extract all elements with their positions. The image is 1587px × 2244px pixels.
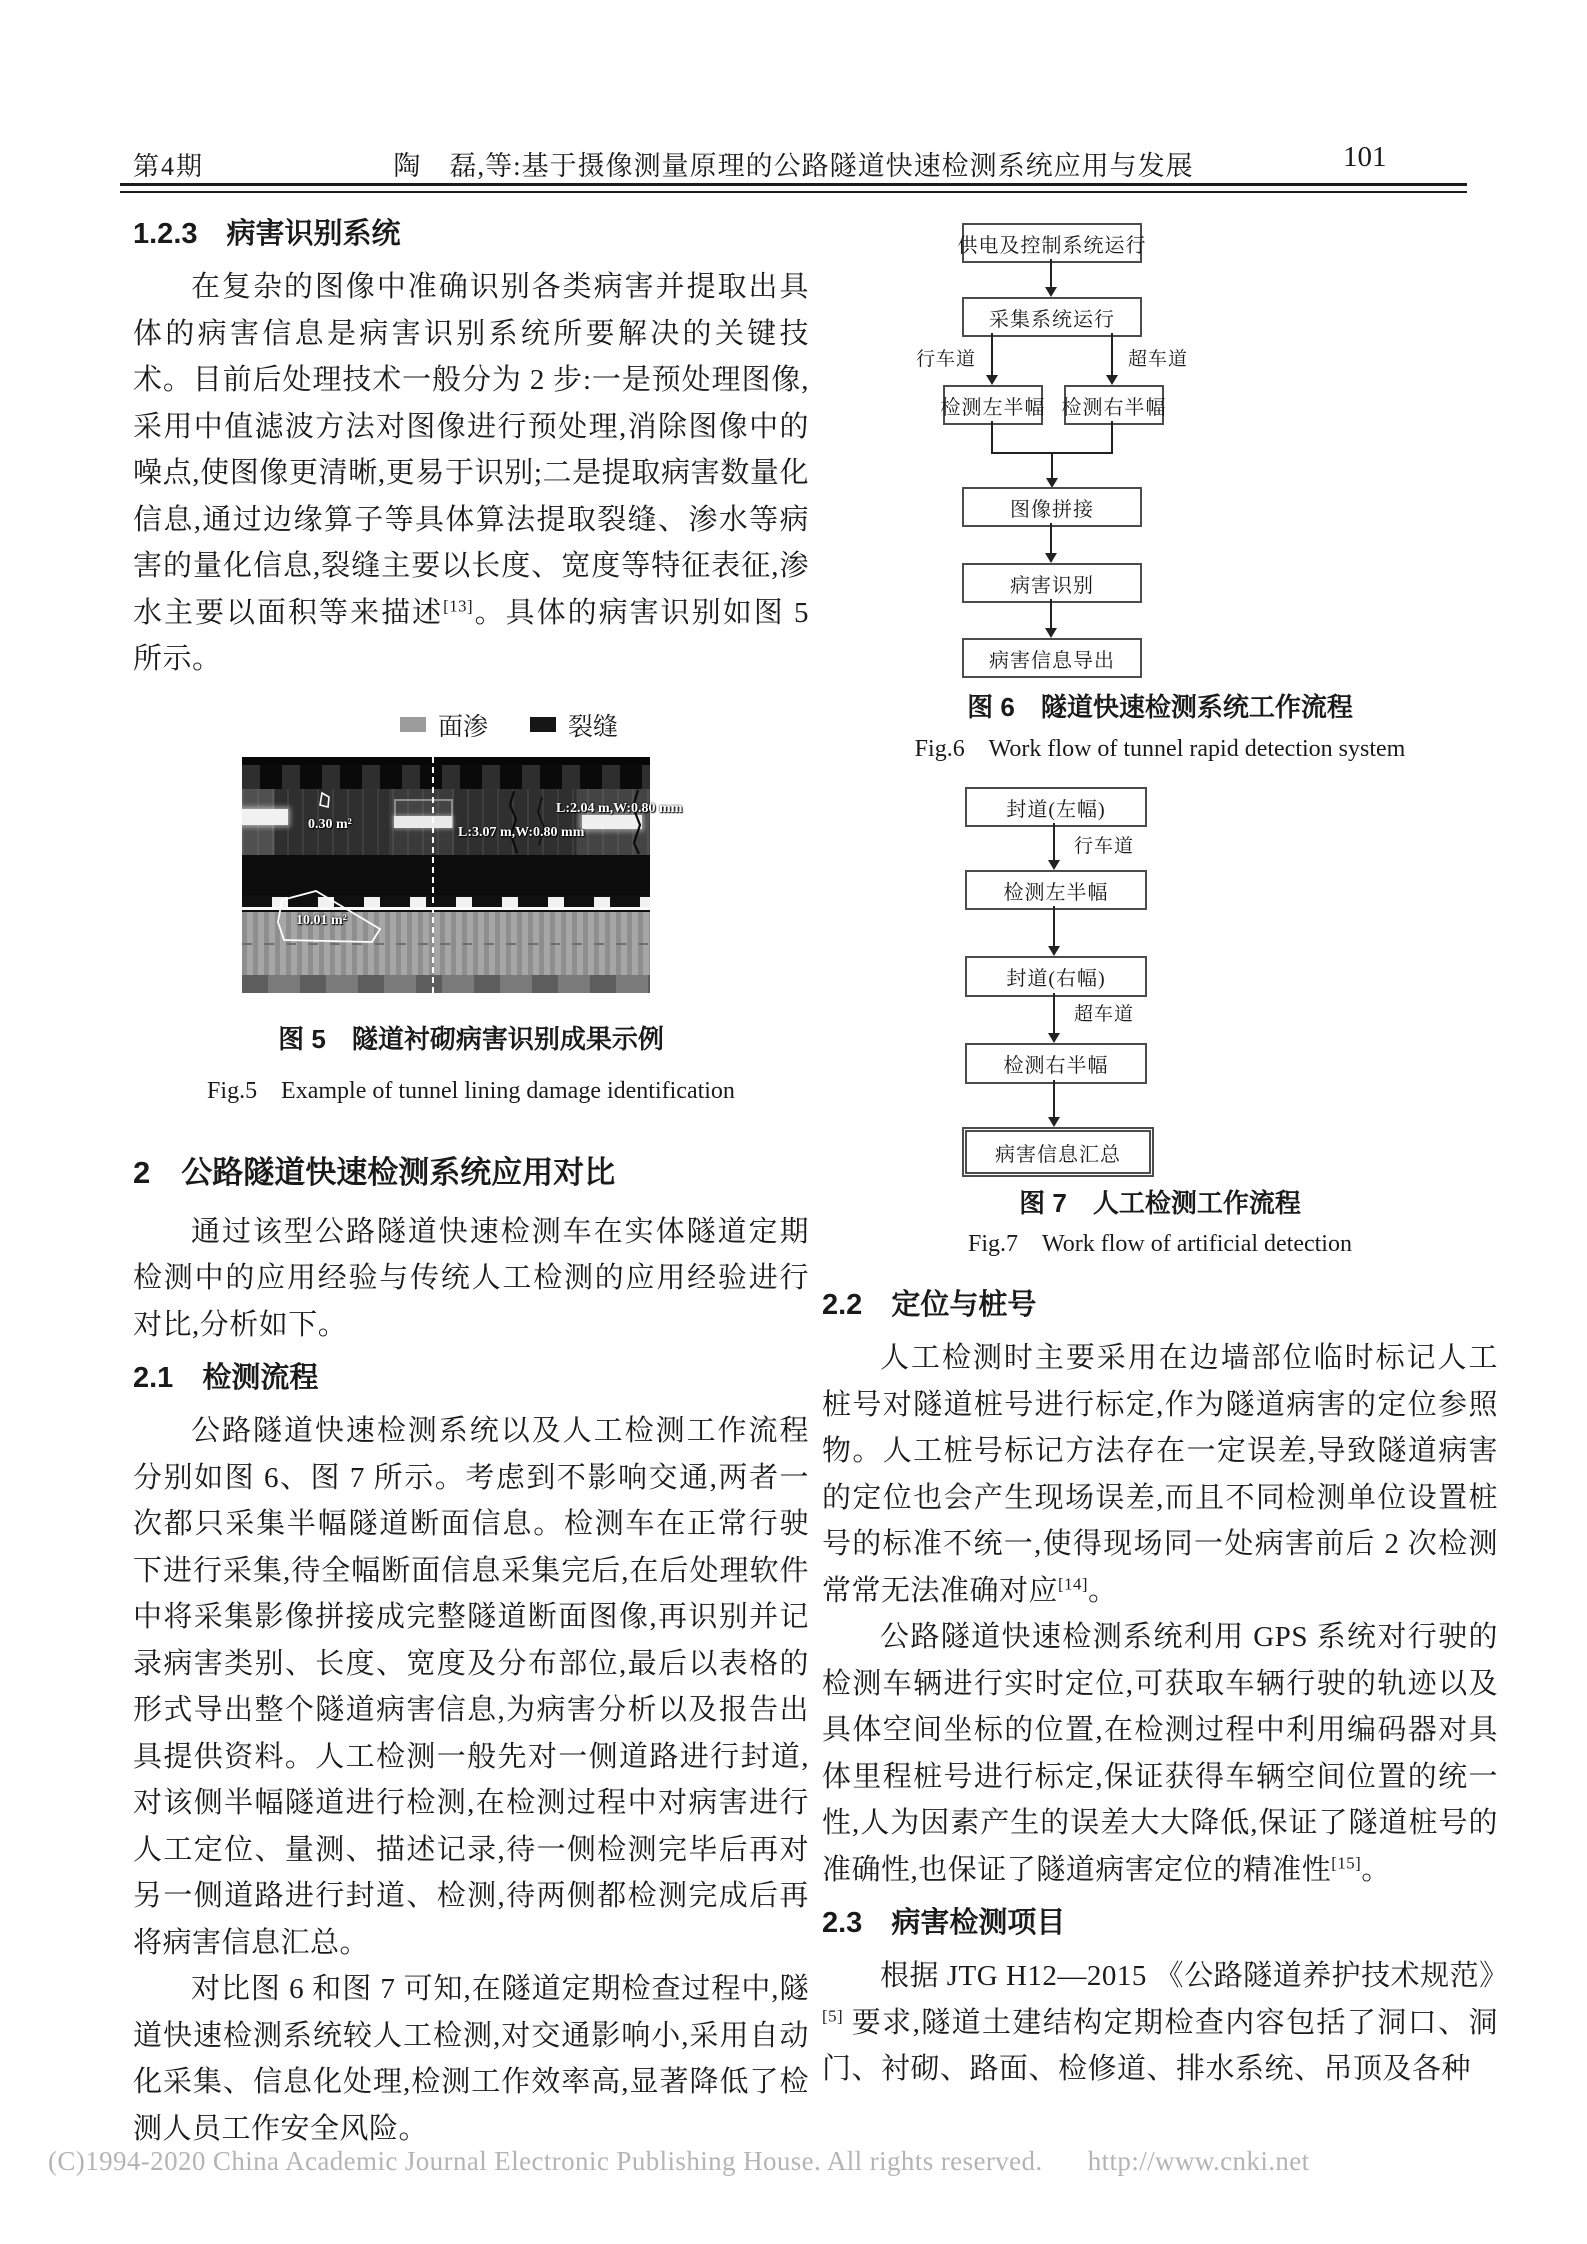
header-rule [120,183,1467,193]
fig6-node-acquisition: 采集系统运行 [962,297,1142,337]
arrow-down-icon [1053,1080,1055,1119]
figure5-photo [242,757,683,993]
section-heading-2-2: 2.2 定位与桩号 [822,1289,1037,1321]
paragraph: 公路隧道快速检测系统利用 GPS 系统对行驶的检测车辆进行实时定位,可获取车辆行驶的轨迹以及具体空间坐标的位置,在检测过程中利用编码器对具体里程桩号进行标定,保证获得车辆空间位置的统一性,人为因素产生的误差大大降低,保证了隧道桩号的准确性,也保证了隧道病害定位的精准性[15]。 [822,1621,1498,1886]
paragraph: 公路隧道快速检测系统以及人工检测工作流程分别如图 6、图 7 所示。考虑到不影响交通,两者一次都只采集半幅隧道断面信息。检测车在正常行驶下进行采集,待全幅断面信息采集完后,在后处理软件中将采集影像拼接成完整隧道断面图像,再识别并记录病害类别、长度、宽度及分布部位,最后以表格的形式导出整个隧道病害信息,为病害分析以及报告出具提供资料。人工检测一般先对一侧道路进行封道,对该侧半幅隧道进行检测,在检测过程中对病害进行人工定位、量测、描述记录,待一侧检测完毕后再对另一侧道路进行封道、检测,待两侧都检测完成后再将病害信息汇总。 [133,1415,809,1959]
fig7-node-detect-left: 检测左半幅 [965,870,1147,910]
figure6-caption-cn: 图 6 隧道快速检测系统工作流程 [967,692,1353,722]
figure7-caption-en: Fig.7 Work flow of artificial detection [968,1231,1352,1257]
paragraph: 人工检测时主要采用在边墙部位临时标记人工桩号对隧道桩号进行标定,作为隧道病害的定位参照物。人工桩号标记方法存在一定误差,导致隧道病害的定位也会产生现场误差,而且不同检测单位设置桩号的标准不统一,使得现场同一处病害前后 2 次检测常常无法准确对应[14]。 [822,1342,1498,1607]
paragraph: 在复杂的图像中准确识别各类病害并提取出具体的病害信息是病害识别系统所要解决的关键技术。目前后处理技术一般分为 2 步:一是预处理图像,采用中值滤波方法对图像进行预处理,消除图像中的噪点,使图像更清晰,更易于识别;二是提取病害数量化信息,通过边缘算子等具体算法提取裂缝、渗水等病害的量化信息,裂缝主要以长度、宽度等特征表征,渗水主要以面积等来描述[13]。具体的病害识别如图 5 所示。 [133,271,809,675]
paragraph: 对比图 6 和图 7 可知,在隧道定期检查过程中,隧道快速检测系统较人工检测,对交通影响小,采用自动化采集、信息化处理,检测工作效率高,显著降低了检测人员工作安全风险。 [133,1973,809,2145]
figure5-legend [209,707,809,743]
arrow-down-icon [1050,599,1052,630]
fig7-node-close-left: 封道(左幅) [965,787,1147,827]
cnki-url: http://www.cnki.net [1087,2146,1310,2176]
arrow-down-icon [1053,906,1055,948]
left-column [133,210,809,2152]
figure6-caption-en: Fig.6 Work flow of tunnel rapid detection system [914,736,1406,762]
running-title: 陶 磊,等:基于摄像测量原理的公路隧道快速检测系统应用与发展 [393,151,1194,181]
crack-swatch-icon [530,717,556,732]
fig6-branch-label-overtake: 超车道 [1128,349,1189,370]
copyright-text: (C)1994-2020 China Academic Journal Electronic Publishing House. All rights reserved. [48,2146,1043,2176]
fig6-node-stitching: 图像拼接 [962,487,1142,527]
legend-label: 裂缝 [568,713,619,741]
fig6-branch-label-lane: 行车道 [916,349,977,370]
annotation-area-large: 10.01 m² [296,912,347,928]
arrow-down-icon [1050,259,1052,289]
damage-outline-overlay [242,757,650,993]
figure6-flowchart [822,210,1498,763]
right-column [822,210,1509,2093]
fig6-node-power-control: 供电及控制系统运行 [962,223,1142,263]
section-heading-2-3: 2.3 病害检测项目 [822,1907,1066,1939]
seepage-swatch-icon [400,717,426,732]
section-heading-2: 2 公路隧道快速检测系统应用对比 [133,1154,616,1190]
figure7-flowchart [822,779,1498,1271]
arrow-down-icon [1050,523,1052,555]
fig7-node-detect-right: 检测右半幅 [965,1043,1147,1084]
figure7-caption-cn: 图 7 人工检测工作流程 [1019,1188,1301,1218]
legend-label: 面渗 [437,713,488,741]
journal-issue: 第4期 [133,152,205,181]
legend-item-crack [530,707,618,743]
section-heading-2-1: 2.1 检测流程 [133,1362,319,1394]
fig7-node-close-right: 封道(右幅) [965,956,1147,997]
legend-item-seepage [400,707,488,743]
figure5-caption-cn: 图 5 隧道衬砌病害识别成果示例 [278,1023,664,1054]
fig7-node-summary: 病害信息汇总 [962,1127,1154,1177]
annotation-crack-mid: L:3.07 m,W:0.80 mm [458,824,585,840]
fig7-label-overtake: 超车道 [1074,1004,1135,1025]
arrow-down-icon [1053,993,1055,1035]
arrow-down-icon [991,333,993,377]
fig6-node-detect-left: 检测左半幅 [943,385,1043,425]
page-number: 101 [1343,141,1387,173]
annotation-area-small: 0.30 m² [308,816,352,832]
connector-line [991,421,993,453]
annotation-crack-right: L:2.04 m,W:0.80 mm [556,800,683,816]
copyright-footer [48,2146,1310,2177]
fig7-label-lane: 行车道 [1074,836,1135,857]
fig6-node-export: 病害信息导出 [962,638,1142,678]
arrow-down-icon [1051,454,1053,480]
paragraph: 通过该型公路隧道快速检测车在实体隧道定期检测中的应用经验与传统人工检测的应用经验进行对比,分析如下。 [133,1215,809,1341]
arrow-down-icon [1111,333,1113,377]
connector-line [1111,421,1113,453]
arrow-down-icon [1053,823,1055,862]
fig6-node-damage-id: 病害识别 [962,563,1142,603]
fig6-node-detect-right: 检测右半幅 [1064,385,1164,425]
section-heading-1-2-3: 1.2.3 病害识别系统 [133,218,401,250]
figure5-caption-en: Fig.5 Example of tunnel lining damage identification [207,1077,735,1104]
paragraph: 根据 JTG H12—2015 《公路隧道养护技术规范》[5] 要求,隧道土建结构定期检查内容包括了洞口、洞门、衬砌、路面、检修道、排水系统、吊顶及各种 [822,1960,1509,2085]
